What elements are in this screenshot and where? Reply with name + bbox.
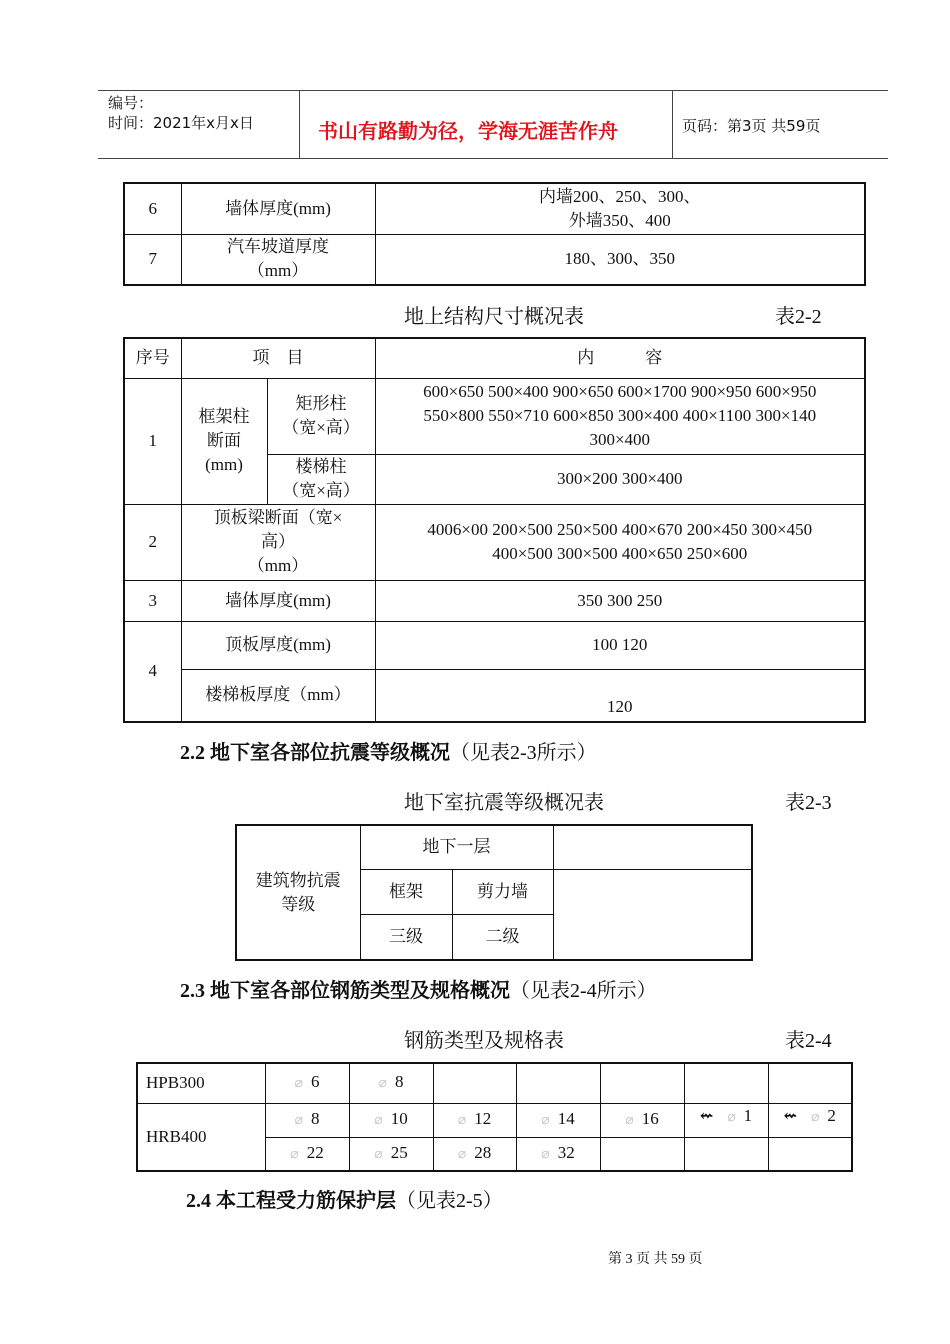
subitem-line: 矩形柱 <box>295 394 347 413</box>
rebar-symbol-icon: ⌀ <box>290 1146 299 1162</box>
content-line: 外墙350、400 <box>568 210 671 230</box>
rebar-size: 25 <box>390 1142 408 1162</box>
section-heading-bold: 2.2 地下室各部位抗震等级概况 <box>180 742 450 764</box>
empty-cell <box>516 1063 600 1103</box>
rebar-size-cell <box>349 1137 433 1171</box>
section-heading-bold: 2.4 本工程受力筋保护层 <box>186 1190 396 1212</box>
rebar-size: 12 <box>474 1109 492 1128</box>
table-row <box>124 183 865 234</box>
table-header-row <box>124 338 865 378</box>
section-heading-rest: （见表2-3所示） <box>450 742 597 764</box>
rebar-size-cell <box>265 1063 349 1103</box>
empty-cell <box>684 1063 768 1103</box>
header-divider <box>299 90 300 159</box>
table-2-4-title: 钢筋类型及规格表 <box>404 1030 564 1052</box>
subitem-line: （宽×高） <box>282 481 360 500</box>
rebar-grade: HPB300 <box>137 1063 265 1103</box>
rebar-symbol-icon: ⌀ <box>374 1113 383 1128</box>
empty-cell <box>768 1063 852 1103</box>
table-row <box>236 825 752 869</box>
row-subitem <box>267 378 375 454</box>
rebar-symbol-icon: ⌀ <box>457 1146 467 1162</box>
item-line: 顶板梁断面（宽× <box>213 508 343 527</box>
content-line: 600×650 500×400 900×650 600×1700 900×950 600×950 <box>423 382 817 401</box>
row-group <box>181 378 267 504</box>
rebar-symbol-icon: ⌀ <box>374 1146 383 1162</box>
content-line: 550×800 550×710 600×850 300×400 400×1100 300×140 <box>423 406 817 425</box>
rebar-size: 28 <box>474 1142 492 1162</box>
floor-label: 地下一层 <box>360 825 553 869</box>
rebar-size: 1 <box>743 1105 753 1125</box>
content-line: 400×500 300×500 400×650 250×600 <box>492 544 748 563</box>
row-subitem <box>267 454 375 504</box>
item-line: 高） <box>261 532 295 551</box>
rebar-size-cell <box>433 1103 516 1137</box>
row-content: 180、300、350 <box>375 234 865 285</box>
table-row <box>137 1103 852 1137</box>
row-number: 2 <box>124 504 181 580</box>
table-2-3-title: 地下室抗震等级概况表 <box>404 792 604 814</box>
rebar-mark-icon: ⇜ <box>699 1107 714 1125</box>
row-number: 6 <box>124 183 181 234</box>
row-item: 楼梯板厚度（mm） <box>181 669 375 722</box>
rebar-size: 16 <box>641 1109 659 1128</box>
row-content: 300×200 300×400 <box>375 454 865 504</box>
content-line: 4006×00 200×500 250×500 400×670 200×450 300×450 <box>427 520 813 539</box>
rebar-size: 8 <box>394 1072 404 1092</box>
row-content <box>375 183 865 234</box>
table-2-4 <box>136 1062 853 1172</box>
rebar-symbol-icon: ⌀ <box>541 1113 550 1128</box>
rebar-size: 22 <box>306 1142 324 1162</box>
rebar-size-cell <box>349 1103 433 1137</box>
rebar-symbol-icon: ⌀ <box>457 1113 467 1128</box>
content-line: 内墙200、250、300、 <box>539 186 701 206</box>
header-divider <box>672 90 673 159</box>
row-number: 1 <box>124 378 181 504</box>
rebar-size-cell <box>600 1103 684 1137</box>
empty-cell <box>768 1137 852 1171</box>
group-line: 断面 <box>207 431 241 450</box>
row-number: 3 <box>124 580 181 621</box>
empty-cell <box>600 1137 684 1171</box>
header-motto: 书山有路勤为径，学海无涯苦作舟 <box>318 119 618 143</box>
rebar-mark-icon: ⇜ <box>783 1107 797 1125</box>
header-no: 序号 <box>124 338 181 378</box>
item-line: （mm） <box>247 556 309 575</box>
table-2-2 <box>123 337 866 723</box>
doc-time-label: 时间：2021年x月x日 <box>108 114 254 132</box>
group-line: 框架柱 <box>198 407 250 426</box>
col-shear-wall: 剪力墙 <box>452 869 553 914</box>
rebar-size: 8 <box>310 1109 320 1128</box>
rebar-grade: HRB400 <box>137 1103 265 1171</box>
row-item: 顶板厚度(mm) <box>181 621 375 669</box>
table-row <box>137 1063 852 1103</box>
table-row <box>124 580 865 621</box>
section-2-3-heading <box>180 974 657 1003</box>
rebar-symbol-icon: ⌀ <box>541 1146 550 1162</box>
rebar-symbol-icon: ⌀ <box>625 1113 634 1128</box>
rebar-size: 10 <box>390 1109 408 1128</box>
rebar-size-cell <box>433 1137 516 1171</box>
rebar-symbol-icon: ⌀ <box>810 1109 820 1125</box>
label-line: 等级 <box>281 894 316 914</box>
row-number: 4 <box>124 621 181 722</box>
row-content <box>375 378 865 454</box>
group-line: (mm) <box>205 455 243 474</box>
item-line: 汽车坡道厚度 <box>227 237 329 257</box>
seismic-label <box>236 825 360 960</box>
section-2-2-heading <box>180 736 597 765</box>
row-content: 350 300 250 <box>375 580 865 621</box>
table-2-3 <box>235 824 753 961</box>
rebar-size: 2 <box>827 1105 836 1125</box>
row-item: 墙体厚度(mm) <box>181 580 375 621</box>
rebar-size-cell <box>516 1103 600 1137</box>
rebar-size: 6 <box>310 1072 320 1092</box>
row-item <box>181 234 375 285</box>
subitem-line: （宽×高） <box>282 418 360 437</box>
rebar-size-cell <box>684 1103 768 1137</box>
header-content: 内 容 <box>375 338 865 378</box>
empty-cell <box>553 825 752 869</box>
header-item: 项 目 <box>181 338 375 378</box>
table-2-4-number: 表2-4 <box>785 1030 832 1052</box>
rebar-size-cell <box>349 1063 433 1103</box>
table-2-2-title: 地上结构尺寸概况表 <box>404 306 584 328</box>
table-row <box>124 378 865 454</box>
doc-number-label: 编号： <box>108 94 154 112</box>
rebar-symbol-icon: ⌀ <box>727 1109 736 1125</box>
rebar-size-cell <box>265 1103 349 1137</box>
rebar-size: 14 <box>557 1109 575 1128</box>
row-item <box>181 504 375 580</box>
section-2-4-heading <box>186 1184 503 1213</box>
subitem-line: 楼梯柱 <box>295 457 347 476</box>
row-content: 100 120 <box>375 621 865 669</box>
val-frame: 三级 <box>360 914 452 960</box>
rebar-symbol-icon: ⌀ <box>378 1076 387 1092</box>
table-previous-continued <box>123 182 866 286</box>
row-content: 120 <box>375 669 865 722</box>
footer-page-number: 第 3 页 共 59 页 <box>608 1252 703 1267</box>
row-number: 7 <box>124 234 181 285</box>
section-heading-rest: （见表2-4所示） <box>510 980 657 1002</box>
val-shear-wall: 二级 <box>452 914 553 960</box>
table-row <box>124 669 865 722</box>
section-heading-bold: 2.3 地下室各部位钢筋类型及规格概况 <box>180 980 510 1002</box>
table-row <box>124 234 865 285</box>
empty-cell <box>600 1063 684 1103</box>
label-line: 建筑物抗震 <box>255 870 341 890</box>
table-row <box>124 504 865 580</box>
rebar-size-cell <box>265 1137 349 1171</box>
rebar-size-cell <box>516 1137 600 1171</box>
header-page-label: 页码：第3页 共59页 <box>682 117 821 135</box>
table-row <box>124 621 865 669</box>
section-heading-rest: （见表2-5） <box>396 1190 503 1212</box>
rebar-symbol-icon: ⌀ <box>294 1076 303 1092</box>
content-line: 300×400 <box>589 430 651 449</box>
empty-cell <box>684 1137 768 1171</box>
row-content <box>375 504 865 580</box>
rebar-size: 32 <box>557 1142 575 1162</box>
empty-cell <box>433 1063 516 1103</box>
col-frame: 框架 <box>360 869 452 914</box>
table-2-2-number: 表2-2 <box>775 306 822 328</box>
row-item: 墙体厚度(mm) <box>181 183 375 234</box>
header-bottom-rule <box>98 158 888 159</box>
rebar-size-cell <box>768 1103 852 1137</box>
empty-cell <box>553 869 752 960</box>
item-line: （mm） <box>247 261 309 281</box>
table-2-3-number: 表2-3 <box>785 792 832 814</box>
header-top-rule <box>98 90 888 91</box>
rebar-symbol-icon: ⌀ <box>294 1113 303 1128</box>
